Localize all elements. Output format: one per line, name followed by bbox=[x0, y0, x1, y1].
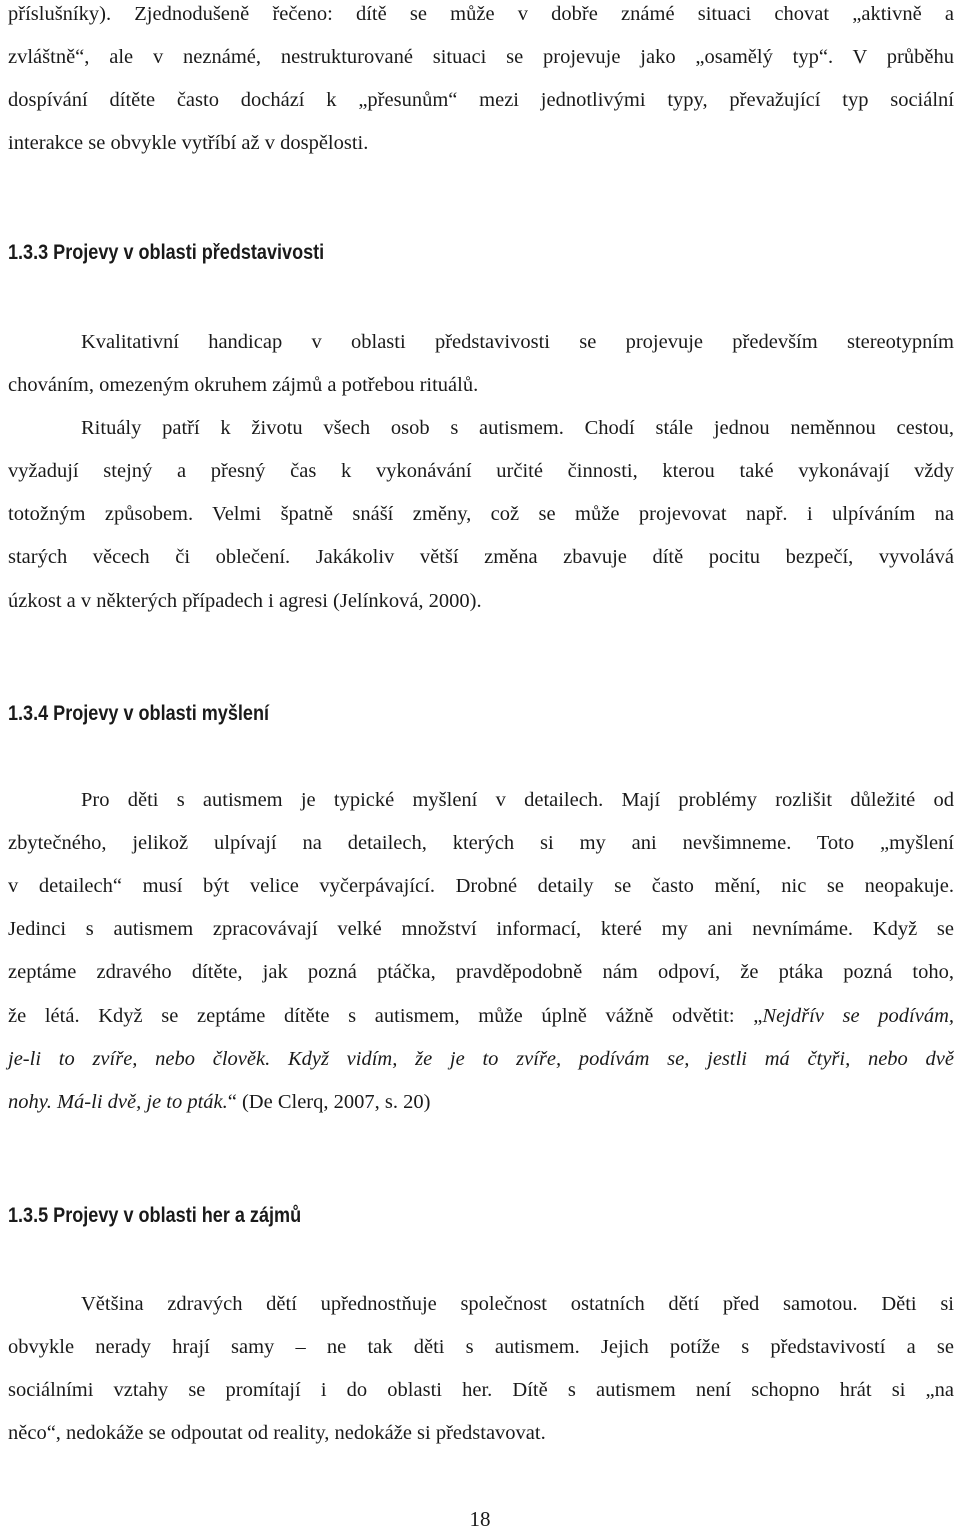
paragraph-line bbox=[8, 1002, 954, 1030]
paragraph-line: Kvalitativní handicap v oblasti představivosti se projevuje především stereotypním bbox=[81, 331, 954, 353]
paragraph-line: totožným způsobem. Velmi špatně snáší změny, což se může projevovat např. i ulpíváním na bbox=[8, 503, 954, 525]
paragraph-line: dospívání dítěte často dochází k „přesunům“ mezi jednotlivými typy, převažující typ sociální bbox=[8, 89, 954, 111]
paragraph-line: starých věcech či oblečení. Jakákoliv větší změna zbavuje dítě pocitu bezpečí, vyvolává bbox=[8, 546, 954, 568]
paragraph-line: zeptáme zdravého dítěte, jak pozná ptáčka, pravděpodobně nám odpoví, že ptáka pozná toho, bbox=[8, 961, 954, 983]
paragraph-line: Většina zdravých dětí upřednostňuje společnost ostatních dětí před samotou. Děti si bbox=[81, 1293, 954, 1315]
paragraph-line: příslušníky). Zjednodušeně řečeno: dítě se může v dobře známé situaci chovat „aktivně a bbox=[8, 3, 954, 25]
section-heading-1-3-4: 1.3.4 Projevy v oblasti myšlení bbox=[8, 702, 270, 725]
paragraph-line: něco“, nedokáže se odpoutat od reality, nedokáže si představovat. bbox=[8, 1422, 546, 1444]
section-heading-1-3-5: 1.3.5 Projevy v oblasti her a zájmů bbox=[8, 1204, 302, 1227]
paragraph-line: Jedinci s autismem zpracovávají velké množství informací, které my ani nevnímáme. Když se bbox=[8, 918, 954, 940]
paragraph-line: úzkost a v některých případech i agresi (Jelínková, 2000). bbox=[8, 590, 482, 612]
paragraph-line: zbytečného, jelikož ulpívají na detailech, kterých si my ani nevšimneme. Toto „myšlení bbox=[8, 832, 954, 854]
paragraph-line: interakce se obvykle vytříbí až v dospělosti. bbox=[8, 132, 369, 154]
paragraph-line: sociálními vztahy se promítají i do oblasti her. Dítě s autismem není schopno hrát si „na bbox=[8, 1379, 954, 1401]
paragraph-line: vyžadují stejný a přesný čas k vykonávání určité činnosti, kterou také vykonávají vždy bbox=[8, 460, 954, 482]
paragraph-line bbox=[8, 1088, 954, 1116]
paragraph-line: Pro děti s autismem je typické myšlení v detailech. Mají problémy rozlišit důležité od bbox=[81, 789, 954, 811]
quote-italic: Nejdřív se podívám, bbox=[762, 1005, 954, 1027]
paragraph-line-italic: je-li to zvíře, nebo člověk. Když vidím, že je to zvíře, podívám se, jestli má čtyři, nebo dvě bbox=[8, 1048, 954, 1070]
paragraph-line: chováním, omezeným okruhem zájmů a potřebou rituálů. bbox=[8, 374, 479, 396]
paragraph-line: Rituály patří k životu všech osob s autismem. Chodí stále jednou neměnnou cestou, bbox=[81, 417, 954, 439]
paragraph-line: v detailech“ musí být velice vyčerpávající. Drobné detaily se často mění, nic se neopakuje. bbox=[8, 875, 954, 897]
section-heading-1-3-3: 1.3.3 Projevy v oblasti představivosti bbox=[8, 241, 325, 264]
page-number: 18 bbox=[469, 1507, 491, 1531]
text-span: že létá. Když se zeptáme dítěte s autismem, může úplně vážně odvětit: „ bbox=[8, 1005, 763, 1027]
citation: “ (De Clerq, 2007, s. 20) bbox=[227, 1091, 431, 1113]
paragraph-line: zvláštně“, ale v neznámé, nestrukturované situaci se projevuje jako „osamělý typ“. V průběhu bbox=[8, 46, 954, 68]
paragraph-line: obvykle nerady hrají samy – ne tak děti s autismem. Jejich potíže s představivostí a se bbox=[8, 1336, 954, 1358]
quote-italic: nohy. Má-li dvě, je to pták. bbox=[8, 1091, 228, 1113]
